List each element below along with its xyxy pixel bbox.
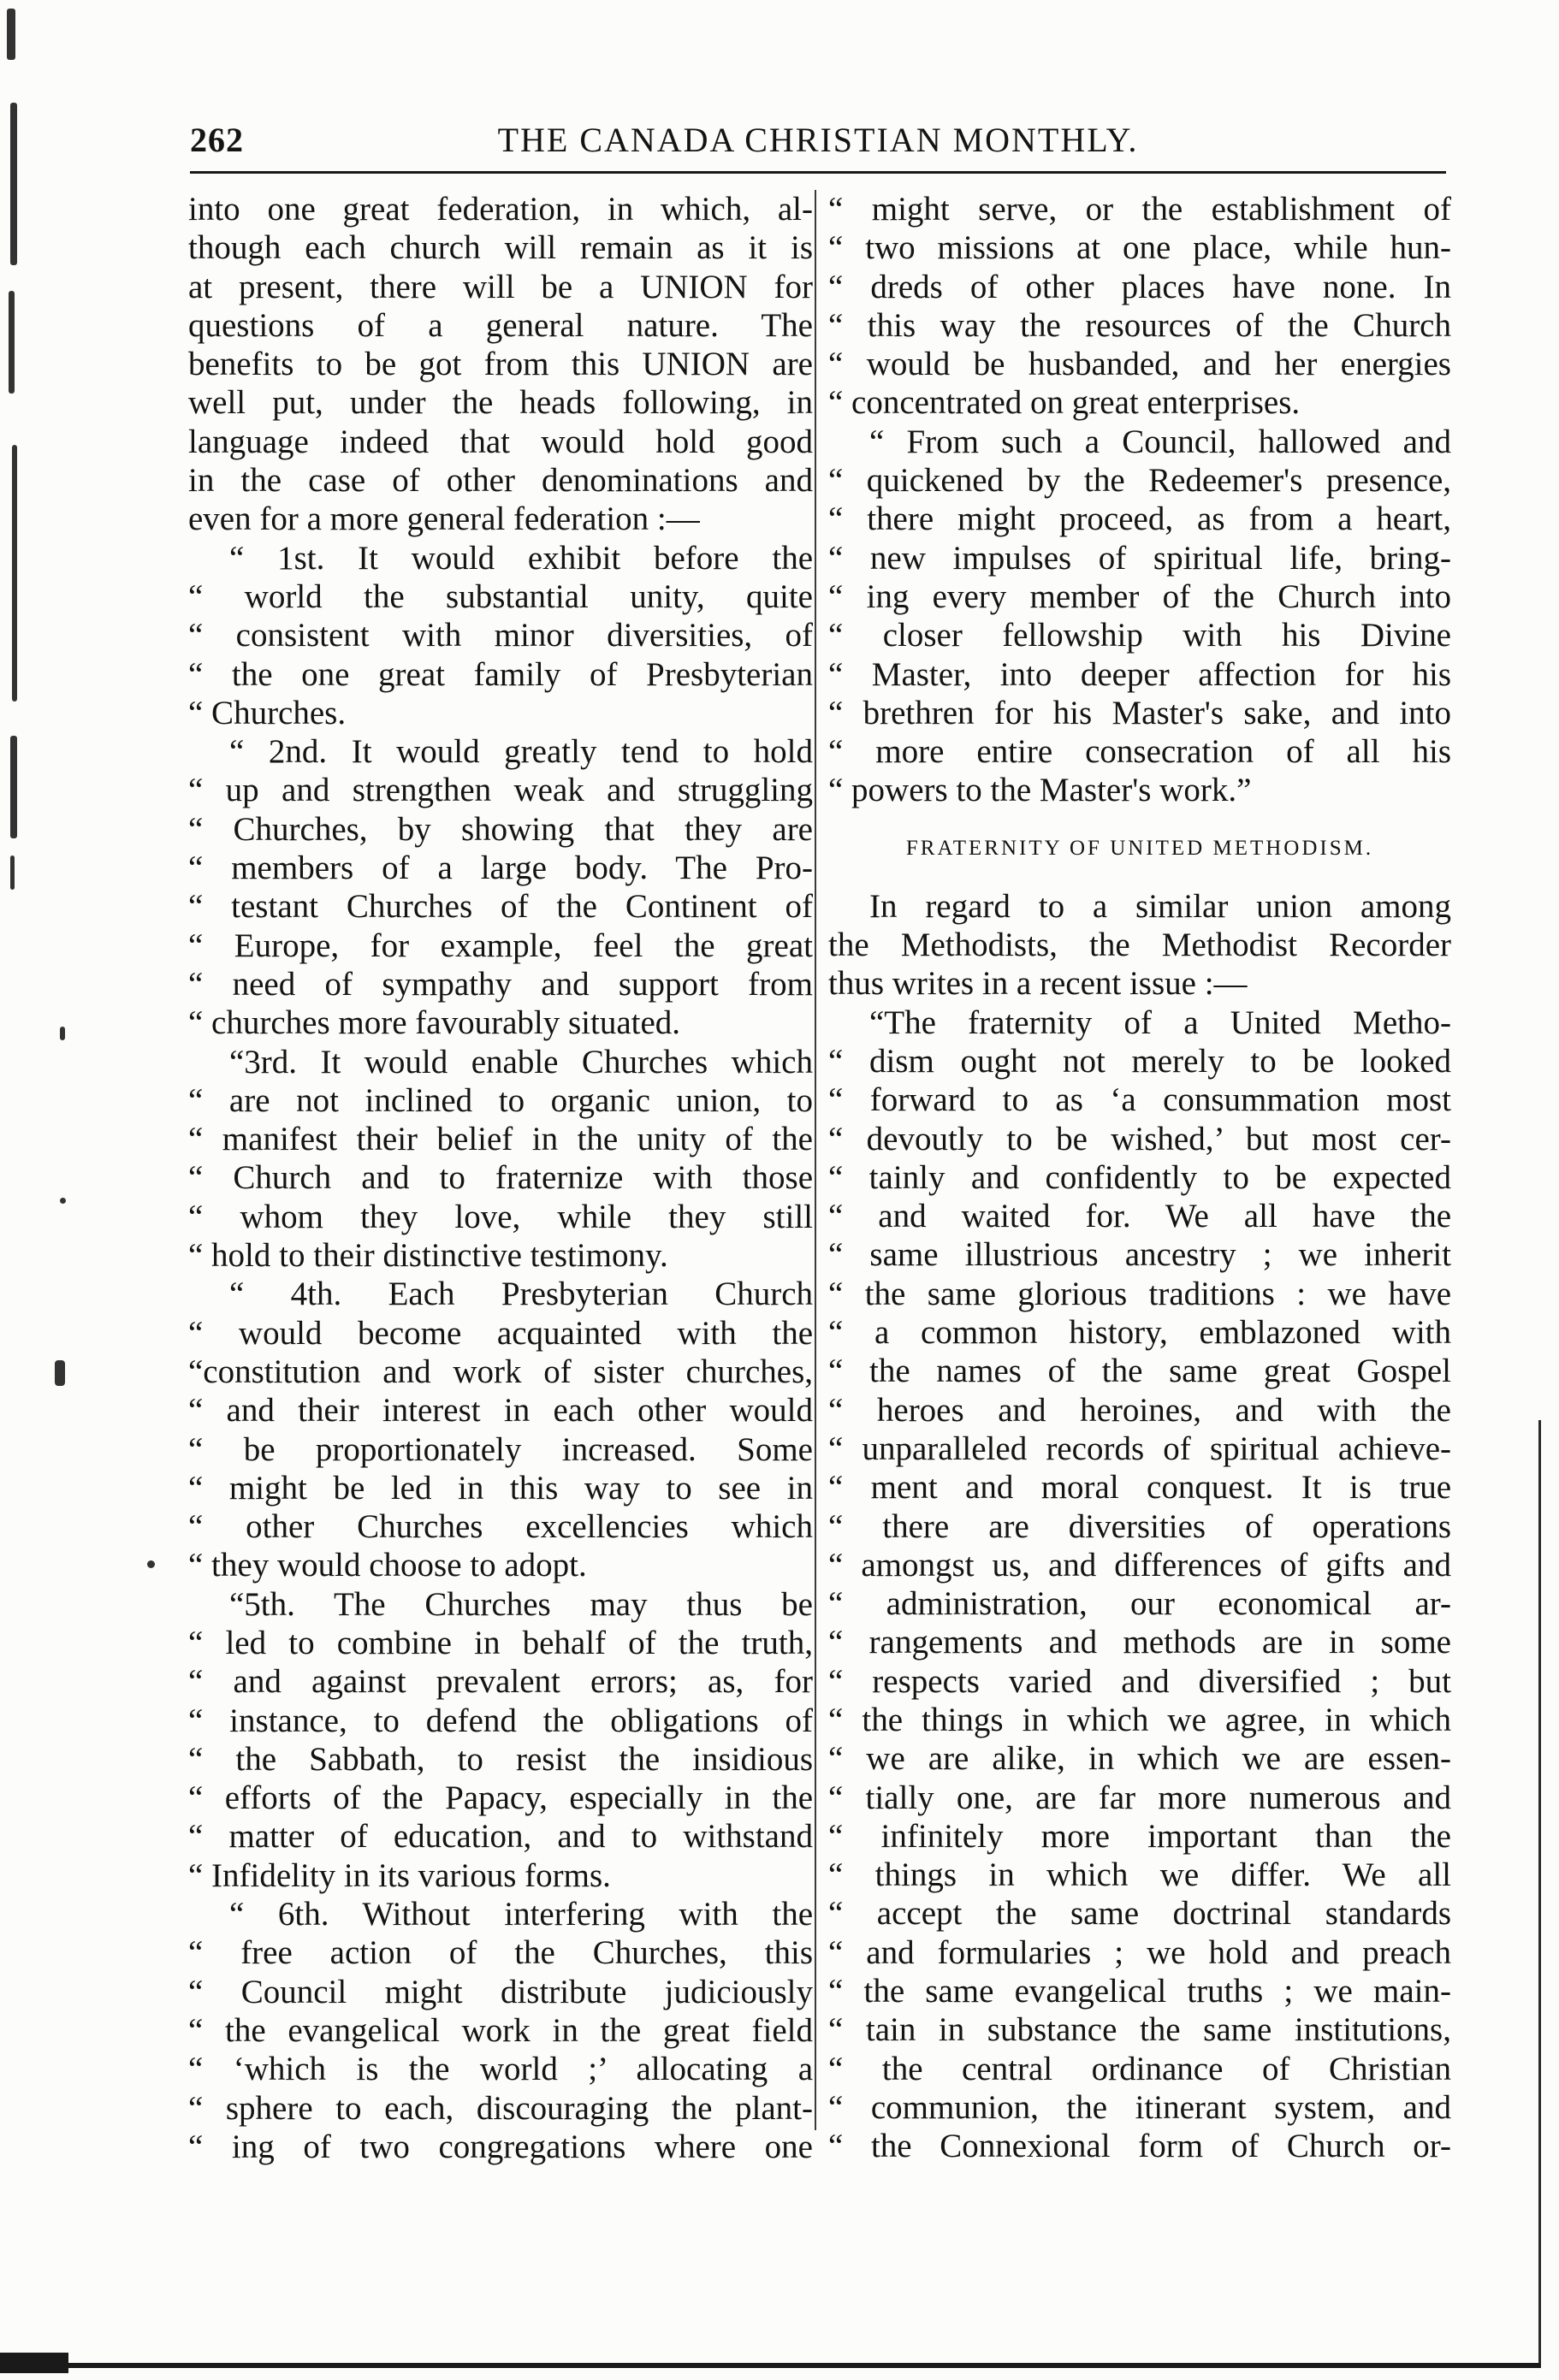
text-line: “ new impulses of spiritual life, bring- [828,539,1451,577]
text-line: “ need of sympathy and support from [188,965,813,1003]
text-line: “ a common history, emblazoned with [828,1314,1451,1352]
text-line: “ this way the resources of the Church [828,306,1451,344]
text-line: “ 1st. It would exhibit before the [229,539,813,577]
text-line: “ the central ordinance of Christian [828,2050,1451,2087]
text-line: “ are not inclined to organic union, to [188,1081,813,1119]
text-line: “ concentrated on great enterprises. [828,384,1301,422]
margin-speck [10,103,17,265]
text-line: “5th. The Churches may thus be [229,1585,813,1623]
text-line: “ infinitely more important than the [828,1817,1451,1855]
text-line: “ things in which we differ. We all [828,1856,1451,1894]
text-line: “ rangements and methods are in some [828,1624,1451,1661]
text-line: “ dreds of other places have none. In [828,268,1451,305]
text-line: “ communion, the itinerant system, and [828,2088,1451,2126]
margin-speck [10,736,17,838]
text-line: “ testant Churches of the Continent of [188,888,813,926]
text-line: “ the names of the same great Gospel [828,1353,1451,1390]
page-number: 262 [190,121,244,159]
text-line: “ the Sabbath, to resist the insidious [188,1740,813,1778]
section-heading: FRATERNITY OF UNITED METHODISM. [905,836,1374,860]
text-line: in the case of other denominations and [188,462,813,500]
text-line: though each church will remain as it is [188,229,813,267]
text-line: at present, there will be a UNION for [188,268,813,305]
text-line: “ there are diversities of operations [828,1507,1451,1545]
text-line: “ be proportionately increased. Some [188,1430,813,1468]
text-line: “The fraternity of a United Metho- [869,1004,1451,1041]
text-line: benefits to be got from this UNION are [188,346,813,383]
text-line: “ tain in substance the same institutions, [828,2011,1451,2049]
text-line: “ the Connexional form of Church or- [828,2128,1451,2165]
text-line: “ and against prevalent errors; as, for [188,1663,813,1701]
text-line: “ Churches. [188,694,347,731]
text-line: “ free action of the Churches, this [188,1934,813,1972]
text-line: “ members of a large body. The Pro- [188,850,813,887]
right-column [828,190,1451,2166]
text-line: “ administration, our economical ar- [828,1585,1451,1623]
text-line: “ churches more favourably situated. [188,1004,681,1042]
margin-speck [147,1560,155,1568]
text-line: “ sphere to each, discouraging the plant- [188,2089,813,2127]
text-line: “ the one great family of Presbyterian [188,655,813,693]
text-line: “ might serve, or the establishment of [828,191,1451,228]
text-line: “ respects varied and diversified ; but [828,1662,1451,1700]
text-line: “ ment and moral conquest. It is true [828,1469,1451,1507]
text-line: “ tially one, are far more numerous and [828,1779,1451,1816]
text-line: “ matter of education, and to withstand [188,1818,813,1856]
text-line: “ the evangelical work in the great field [188,2011,813,2049]
text-line: “ ing of two congregations where one [188,2128,813,2165]
text-line: “ and waited for. We all have the [828,1198,1451,1235]
text-line: questions of a general nature. The [188,306,813,344]
text-line: “ might be led in this way to see in [188,1469,813,1507]
text-line: “ would become acquainted with the [188,1314,813,1352]
text-line: “ accept the same doctrinal standards [828,1895,1451,1933]
text-line: “3rd. It would enable Churches which [229,1043,813,1080]
text-line: “ the things in which we agree, in which [828,1701,1451,1738]
text-line: even for a more general federation :— [188,500,700,538]
text-line: “ there might proceed, as from a heart, [828,500,1451,538]
margin-speck [9,291,15,394]
text-line: “ hold to their distinctive testimony. [188,1237,668,1275]
text-line: “ instance, to defend the obligations of [188,1702,813,1739]
text-line: “ From such a Council, hallowed and [869,423,1451,460]
text-line: “ amongst us, and differences of gifts and [828,1546,1451,1584]
text-line: “ Infidelity in its various forms. [188,1856,611,1894]
text-line: thus writes in a recent issue :— [828,965,1248,1003]
text-line: “ whom they love, while they still [188,1198,813,1235]
text-line: “ 4th. Each Presbyterian Church [229,1276,813,1313]
text-line: “ tainly and confidently to be expected [828,1158,1451,1196]
text-line: “ led to combine in behalf of the truth, [188,1624,813,1661]
text-line: “ consistent with minor diversities, of [188,617,813,654]
text-line: “ more entire consecration of all his [828,733,1451,771]
text-line: “ 6th. Without interfering with the [229,1896,813,1933]
text-line: “ the same glorious traditions : we have [828,1275,1451,1312]
margin-speck [60,1027,65,1040]
left-column [188,190,813,2166]
text-line: “ devoutly to be wished,’ but most cer- [828,1120,1451,1157]
text-line: the Methodists, the Methodist Recorder [828,927,1451,964]
page-edge-rule [1538,1420,1541,2368]
text-line: “ powers to the Master's work.” [828,772,1252,809]
text-line: “ quickened by the Redeemer's presence, [828,462,1451,500]
text-line: into one great federation, in which, al- [188,191,813,228]
text-line: “ same illustrious ancestry ; we inherit [828,1236,1451,1274]
margin-speck [60,1198,66,1204]
text-line: “ brethren for his Master's sake, and into [828,694,1451,731]
text-line: “ forward to as ‘a consummation most [828,1081,1451,1119]
column-divider [815,190,816,2130]
text-line: “ Europe, for example, feel the great [188,927,813,964]
margin-speck [10,855,15,890]
text-line: “ other Churches excellencies which [188,1508,813,1546]
running-header [190,120,1446,171]
margin-speck [7,9,15,60]
text-line: well put, under the heads following, in [188,384,813,422]
text-line: “ would be husbanded, and her energies [828,346,1451,383]
text-line: “ world the substantial unity, quite [188,577,813,615]
text-line: “constitution and work of sister churches, [188,1353,813,1390]
binding-edge-noise [0,0,86,2380]
text-line: “ closer fellowship with his Divine [828,617,1451,654]
scan-corner-mark [0,2353,68,2373]
text-line: “ ing every member of the Church into [828,577,1451,615]
page-bottom-edge [34,2363,1540,2368]
text-line: “ manifest their belief in the unity of the [188,1121,813,1158]
text-line: “ and their interest in each other would [188,1392,813,1430]
text-line: “ 2nd. It would greatly tend to hold [229,733,813,771]
text-line: “ Church and to fraternize with those [188,1159,813,1197]
text-line: “ dism ought not merely to be looked [828,1042,1451,1080]
text-line: “ the same evangelical truths ; we main- [828,1973,1451,2010]
text-line: “ Churches, by showing that they are [188,810,813,848]
text-line: “ heroes and heroines, and with the [828,1391,1451,1429]
margin-speck [12,445,17,702]
text-line: “ up and strengthen weak and struggling [188,772,813,809]
text-line: “ Council might distribute judiciously [188,1973,813,2010]
text-line: language indeed that would hold good [188,423,813,460]
text-line: “ ‘which is the world ;’ allocating a [188,2051,813,2088]
text-line: “ they would choose to adopt. [188,1547,587,1584]
text-line: “ Master, into deeper affection for his [828,655,1451,693]
margin-speck [55,1360,65,1386]
text-line: “ we are alike, in which we are essen- [828,1740,1451,1778]
text-line: In regard to a similar union among [869,887,1451,925]
text-line: “ unparalleled records of spiritual achieve- [828,1430,1451,1467]
text-line: “ two missions at one place, while hun- [828,229,1451,267]
header-rule [190,171,1446,174]
running-title: THE CANADA CHRISTIAN MONTHLY. [497,121,1139,159]
text-line: “ and formularies ; we hold and preach [828,1933,1451,1971]
text-line: “ efforts of the Papacy, especially in the [188,1779,813,1817]
